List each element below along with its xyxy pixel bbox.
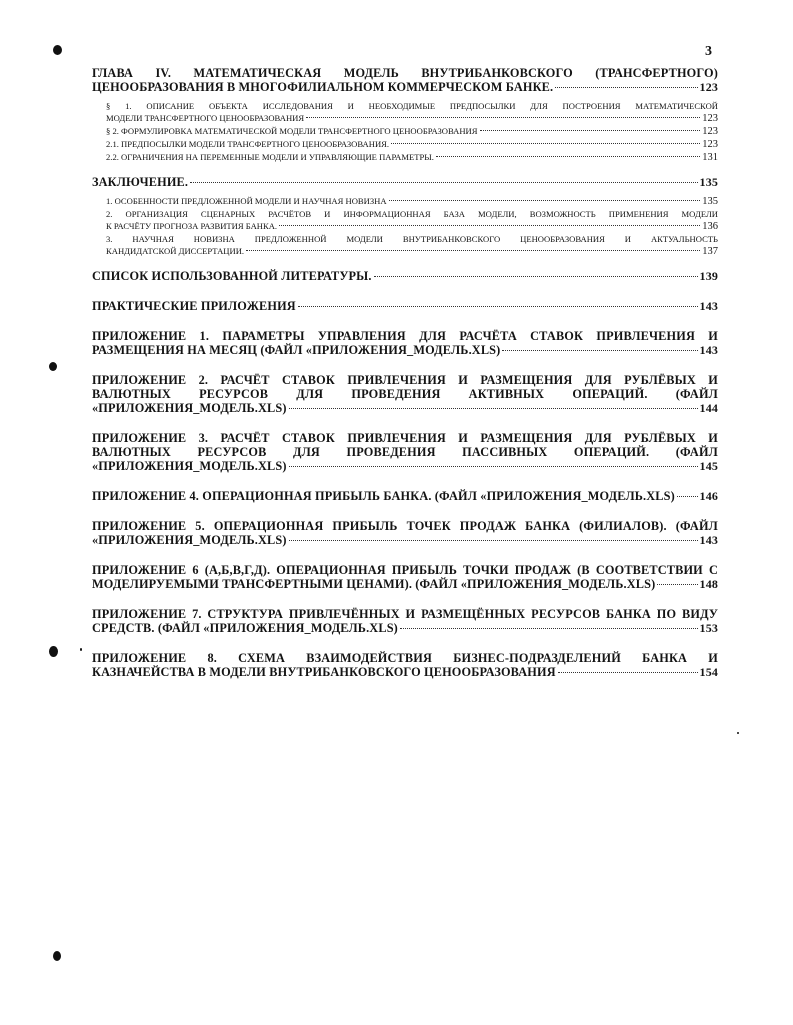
toc-entry-conclusion-2[interactable] (92, 208, 718, 233)
toc-page-number: 139 (699, 269, 718, 283)
toc-entry-appendix-5[interactable] (92, 519, 718, 547)
toc-entry-text: ВАЛЮТНЫХ РЕСУРСОВ ДЛЯ ПРОВЕДЕНИЯ ПАССИВНЫХ ОПЕРАЦИЙ. (ФАЙЛ (92, 445, 718, 459)
toc-entry-text: ГЛАВА IV. МАТЕМАТИЧЕСКАЯ МОДЕЛЬ ВНУТРИБАНКОВСКОГО (ТРАНСФЕРТНОГО) (92, 66, 718, 80)
toc-page-number: 143 (699, 299, 718, 313)
scan-speck (53, 45, 62, 55)
scan-speck (49, 362, 57, 371)
toc-entry-appendix-3[interactable] (92, 431, 718, 473)
toc-entry-text: 1. ОСОБЕННОСТИ ПРЕДЛОЖЕННОЙ МОДЕЛИ И НАУЧНАЯ НОВИЗНА (106, 196, 387, 206)
toc-entry-text: 3. НАУЧНАЯ НОВИЗНА ПРЕДЛОЖЕННОЙ МОДЕЛИ ВНУТРИБАНКОВСКОГО ЦЕНООБРАЗОВАНИЯ И АКТУАЛЬНОСТЬ (106, 234, 718, 244)
toc-entry-conclusion[interactable] (92, 175, 718, 189)
toc-page-number: 143 (699, 343, 718, 357)
dot-leader (279, 225, 700, 226)
toc-entry-literature[interactable] (92, 269, 718, 283)
toc-entry-text: § 2. ФОРМУЛИРОВКА МАТЕМАТИЧЕСКОЙ МОДЕЛИ ТРАНСФЕРТНОГО ЦЕНООБРАЗОВАНИЯ (106, 126, 478, 136)
toc-entry-appendix-7[interactable] (92, 607, 718, 635)
toc-page-number: 123 (702, 126, 718, 137)
toc-page-number: 123 (702, 139, 718, 150)
toc-entry-appendix-8[interactable] (92, 651, 718, 679)
dot-leader (289, 466, 698, 467)
toc-entry-practical[interactable] (92, 299, 718, 313)
toc-entry-text: ПРИЛОЖЕНИЕ 7. СТРУКТУРА ПРИВЛЕЧЁННЫХ И РАЗМЕЩЁННЫХ РЕСУРСОВ БАНКА ПО ВИДУ (92, 607, 718, 621)
toc-entry-text: 2.2. ОГРАНИЧЕНИЯ НА ПЕРЕМЕННЫЕ МОДЕЛИ И УПРАВЛЯЮЩИЕ ПАРАМЕТРЫ. (106, 152, 434, 162)
toc-entry-conclusion-3[interactable] (92, 233, 718, 258)
toc-entry-text: ПРИЛОЖЕНИЕ 1. ПАРАМЕТРЫ УПРАВЛЕНИЯ ДЛЯ РАСЧЁТА СТАВОК ПРИВЛЕЧЕНИЯ И (92, 329, 718, 343)
toc-entry-text: 2. ОРГАНИЗАЦИЯ СЦЕНАРНЫХ РАСЧЁТОВ И ИНФОРМАЦИОННАЯ БАЗА МОДЕЛИ, ВОЗМОЖНОСТЬ ПРИМЕНЕНИЯ МОДЕЛИ (106, 209, 718, 219)
scan-speck (80, 648, 82, 651)
toc-page-number: 145 (699, 459, 718, 473)
dot-leader (502, 350, 697, 351)
dot-leader (555, 87, 697, 88)
toc-page-number: 137 (702, 246, 718, 257)
toc-entry-text: СПИСОК ИСПОЛЬЗОВАННОЙ ЛИТЕРАТУРЫ. (92, 269, 372, 283)
toc-entry-text: § 1. ОПИСАНИЕ ОБЪЕКТА ИССЛЕДОВАНИЯ И НЕОБХОДИМЫЕ ПРЕДПОСЫЛКИ ДЛЯ ПОСТРОЕНИЯ МАТЕМАТИЧЕСКОЙ (106, 101, 718, 111)
dot-leader (289, 408, 698, 409)
toc-entry-text: РАЗМЕЩЕНИЯ НА МЕСЯЦ (ФАЙЛ «ПРИЛОЖЕНИЯ_МОДЕЛЬ.XLS) (92, 343, 501, 357)
toc-page-number: 135 (702, 196, 718, 207)
toc-page-number: 123 (699, 80, 718, 94)
toc-entry-text: «ПРИЛОЖЕНИЯ_МОДЕЛЬ.XLS) (92, 459, 287, 473)
dot-leader (298, 306, 698, 307)
toc-page-number: 154 (699, 665, 718, 679)
toc-entry-text: МОДЕЛИРУЕМЫМИ ТРАНСФЕРТНЫМИ ЦЕНАМИ). (ФАЙЛ «ПРИЛОЖЕНИЯ_МОДЕЛЬ.XLS) (92, 577, 656, 591)
dot-leader (558, 672, 698, 673)
toc-entry-text: ПРИЛОЖЕНИЕ 8. СХЕМА ВЗАИМОДЕЙСТВИЯ БИЗНЕС-ПОДРАЗДЕЛЕНИЙ БАНКА И (92, 651, 718, 665)
toc-entry-text: «ПРИЛОЖЕНИЯ_МОДЕЛЬ.XLS) (92, 533, 287, 547)
toc-entry-text: ПРАКТИЧЕСКИЕ ПРИЛОЖЕНИЯ (92, 299, 296, 313)
table-of-contents (92, 66, 718, 679)
toc-entry-section-1[interactable] (92, 100, 718, 125)
toc-page-number: 148 (699, 577, 718, 591)
toc-entry-appendix-1[interactable] (92, 329, 718, 357)
toc-entry-text: МОДЕЛИ ТРАНСФЕРТНОГО ЦЕНООБРАЗОВАНИЯ (106, 113, 305, 123)
toc-entry-text: К РАСЧЁТУ ПРОГНОЗА РАЗВИТИЯ БАНКА. (106, 221, 278, 231)
toc-page-number: 131 (702, 152, 718, 163)
dot-leader (677, 496, 698, 497)
toc-page-number: 146 (699, 489, 718, 503)
toc-page-number: 153 (699, 621, 718, 635)
dot-leader (391, 143, 700, 144)
toc-entry-section-2[interactable] (92, 125, 718, 138)
toc-page-number: 143 (699, 533, 718, 547)
scan-speck (49, 646, 58, 657)
toc-entry-text: КАНДИДАТСКОЙ ДИССЕРТАЦИИ. (106, 246, 245, 256)
page-number: 3 (705, 44, 712, 59)
dot-leader (657, 584, 697, 585)
toc-page-number: 123 (702, 113, 718, 124)
toc-entry-appendix-2[interactable] (92, 373, 718, 415)
toc-entry-section-2-1[interactable] (92, 138, 718, 151)
toc-entry-section-2-2[interactable] (92, 151, 718, 164)
toc-entry-text: ВАЛЮТНЫХ РЕСУРСОВ ДЛЯ ПРОВЕДЕНИЯ АКТИВНЫХ ОПЕРАЦИЙ. (ФАЙЛ (92, 387, 718, 401)
dot-leader (374, 276, 698, 277)
toc-entry-text: ПРИЛОЖЕНИЕ 3. РАСЧЁТ СТАВОК ПРИВЛЕЧЕНИЯ И РАЗМЕЩЕНИЯ ДЛЯ РУБЛЁВЫХ И (92, 431, 718, 445)
toc-entry-chapter-4[interactable] (92, 66, 718, 94)
toc-entry-text: 2.1. ПРЕДПОСЫЛКИ МОДЕЛИ ТРАНСФЕРТНОГО ЦЕНООБРАЗОВАНИЯ. (106, 139, 390, 149)
toc-entry-appendix-4[interactable] (92, 489, 718, 503)
toc-entry-text: ЗАКЛЮЧЕНИЕ. (92, 175, 189, 189)
toc-entry-conclusion-1[interactable] (92, 195, 718, 208)
toc-entry-appendix-6[interactable] (92, 563, 718, 591)
dot-leader (246, 250, 700, 251)
toc-entry-text: КАЗНАЧЕЙСТВА В МОДЕЛИ ВНУТРИБАНКОВСКОГО ЦЕНООБРАЗОВАНИЯ (92, 665, 556, 679)
toc-page-number: 144 (699, 401, 718, 415)
scan-speck (737, 732, 739, 734)
toc-page-number: 135 (699, 175, 718, 189)
toc-entry-text: ПРИЛОЖЕНИЕ 2. РАСЧЁТ СТАВОК ПРИВЛЕЧЕНИЯ И РАЗМЕЩЕНИЯ ДЛЯ РУБЛЁВЫХ И (92, 373, 718, 387)
dot-leader (389, 200, 701, 201)
dot-leader (480, 130, 701, 131)
dot-leader (306, 117, 700, 118)
toc-page-number: 136 (702, 221, 718, 232)
dot-leader (289, 540, 698, 541)
dot-leader (190, 182, 697, 183)
toc-entry-text: «ПРИЛОЖЕНИЯ_МОДЕЛЬ.XLS) (92, 401, 287, 415)
toc-entry-text: СРЕДСТВ. (ФАЙЛ «ПРИЛОЖЕНИЯ_МОДЕЛЬ.XLS) (92, 621, 398, 635)
toc-entry-text: ПРИЛОЖЕНИЕ 6 (А,Б,В,Г,Д). ОПЕРАЦИОННАЯ ПРИБЫЛЬ ТОЧКИ ПРОДАЖ (В СООТВЕТСТВИИ С (92, 563, 718, 577)
toc-entry-text: ЦЕНООБРАЗОВАНИЯ В МНОГОФИЛИАЛЬНОМ КОММЕРЧЕСКОМ БАНКЕ. (92, 80, 554, 94)
toc-entry-text: ПРИЛОЖЕНИЕ 5. ОПЕРАЦИОННАЯ ПРИБЫЛЬ ТОЧЕК ПРОДАЖ БАНКА (ФИЛИАЛОВ). (ФАЙЛ (92, 519, 718, 533)
toc-entry-text: ПРИЛОЖЕНИЕ 4. ОПЕРАЦИОННАЯ ПРИБЫЛЬ БАНКА. (ФАЙЛ «ПРИЛОЖЕНИЯ_МОДЕЛЬ.XLS) (92, 489, 675, 503)
dot-leader (400, 628, 698, 629)
dot-leader (436, 156, 700, 157)
scan-speck (53, 951, 61, 961)
